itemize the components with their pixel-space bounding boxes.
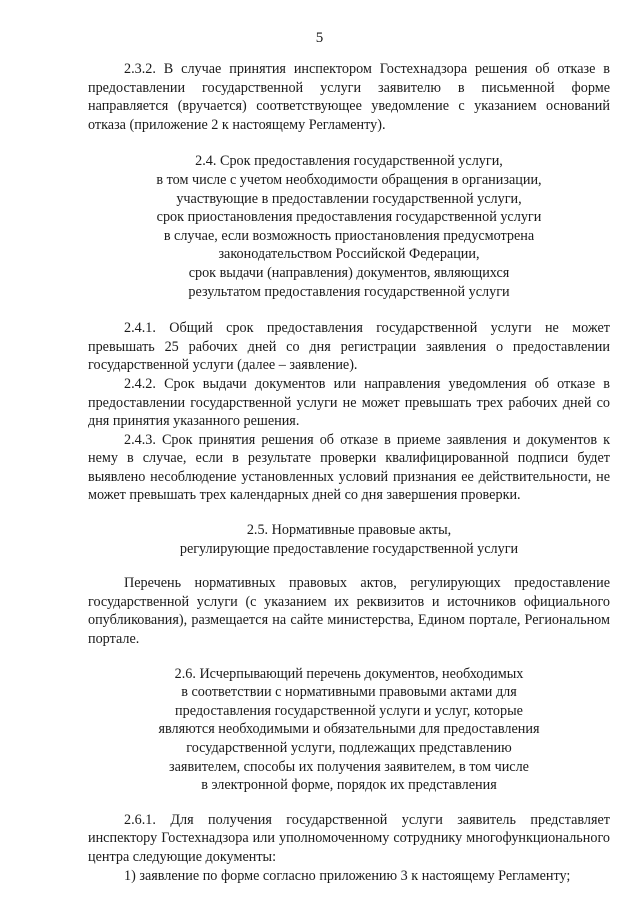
heading-2-6-line: в соответствии с нормативными правовыми актами для — [181, 684, 517, 701]
heading-2-5 — [88, 521, 610, 558]
heading-2-6-line: являются необходимыми и обязательными для предоставления — [158, 721, 540, 738]
document-body — [88, 60, 610, 885]
heading-2-6 — [88, 665, 610, 795]
heading-2-4-line: законодательством Российской Федерации, — [218, 246, 480, 263]
heading-2-6-line: в электронной форме, порядок их представления — [201, 777, 497, 794]
heading-2-6-line: предоставления государственной услуги и услуг, которые — [175, 702, 523, 719]
heading-2-5-line: 2.5. Нормативные правовые акты, — [246, 522, 452, 539]
heading-2-6-line: 2.6. Исчерпывающий перечень документов, необходимых — [174, 665, 524, 682]
heading-2-4 — [88, 152, 610, 301]
heading-2-6-line: государственной услуги, подлежащих представлению — [186, 740, 512, 756]
heading-2-4-line: в случае, если возможность приостановления предусмотрена — [163, 227, 535, 244]
paragraph-2-6-1: 2.6.1. Для получения государственной услуги заявитель представляет инспектору Гостехнадзора или уполномоченному сотруднику многофункционального центра следующие документы: — [88, 811, 610, 865]
paragraph-2-4-3: 2.4.3. Срок принятия решения об отказе в приеме заявления и документов к нему в случае, если в результате проверки квалифицированной подписи будет выявлено несоблюдение установленных условий признания ее действительности, не может превышать трех календарных дней со дня завершения проверки. — [88, 431, 610, 504]
paragraph-2-4-1: 2.4.1. Общий срок предоставления государственной услуги не может превышать 25 рабочих дней со дня регистрации заявления о предоставлении государственной услуги (далее – заявление). — [88, 320, 610, 374]
heading-2-4-line: срок выдачи (направления) документов, являющихся — [188, 264, 510, 281]
page-number: 5 — [315, 30, 324, 46]
heading-2-4-line: в том числе с учетом необходимости обращения в организации, — [156, 171, 542, 188]
paragraph-2-4-2: 2.4.2. Срок выдачи документов или направления уведомления об отказе в предоставлении государственной услуги не может превышать трех рабочих дней со дня принятия указанного решения. — [88, 375, 610, 430]
list-item-1: 1) заявление по форме согласно приложению 3 к настоящему Регламенту; — [124, 867, 571, 884]
paragraph-2-3-2: 2.3.2. В случае принятия инспектором Гостехнадзора решения об отказе в предоставлении государственной услуги заявителю в письменной форме направляется (вручается) соответствующее уведомление с указанием оснований отказа (приложение 2 к настоящему Регламенту). — [88, 61, 610, 133]
heading-2-5-line: регулирующие предоставление государственной услуги — [179, 540, 519, 557]
heading-2-4-line: результатом предоставления государственной услуги — [188, 283, 510, 300]
heading-2-6-line: заявителем, способы их получения заявителем, в том числе — [169, 758, 529, 775]
heading-2-4-line: 2.4. Срок предоставления государственной услуги, — [195, 153, 503, 170]
heading-2-4-line: срок приостановления предоставления государственной услуги — [156, 209, 542, 226]
heading-2-4-line: участвующие в предоставлении государственной услуги, — [176, 190, 522, 207]
paragraph-2-5-text: Перечень нормативных правовых актов, регулирующих предоставление государственной услуги (с указанием их реквизитов и источников официального опубликования), размещается на сайте министерства, Едином портале, Региональном портале. — [88, 575, 610, 648]
